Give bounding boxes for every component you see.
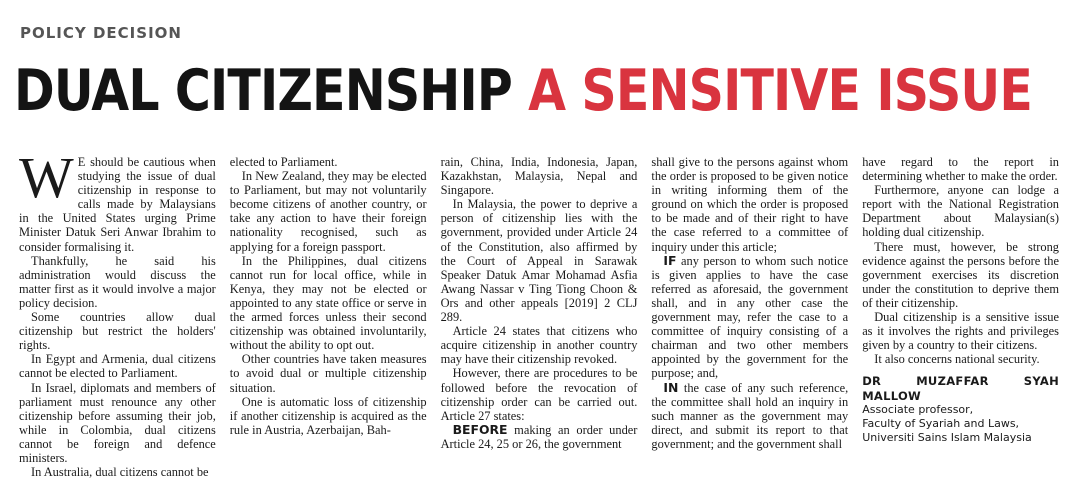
bold-lead: IF [663,252,677,268]
bold-lead: IN [663,379,679,395]
paragraph [441,423,638,451]
paragraph: However, there are procedures to be followed before the revocation of citizenship order can be carried out. Article 27 states: [440,366,638,423]
column-2 [230,155,427,455]
paragraph [651,254,848,381]
paragraph: elected to Parliament. [229,155,338,169]
author-university: Universiti Sains Islam Malaysia [862,430,1032,444]
paragraph: Some countries allow dual citizenship but restrict the holders' rights. [19,310,216,353]
paragraph: rain, China, India, Indonesia, Japan, Kazakhstan, Malaysia, Nepal and Singapore. [440,155,638,198]
paragraph: have regard to the report in determining whether to make the order. [862,155,1059,184]
article-body [19,145,1059,479]
paragraph: Dual citizenship is a sensitive issue as it involves the rights and privileges given by a country to their citizens. [862,310,1059,353]
paragraph: shall give to the persons against whom the order is proposed to be given notice in writing informing them of the ground on which the order is proposed to be made and of their right to have the case referred to a committee of inquiry under this article; [651,155,849,254]
paragraph: Article 24 states that citizens who acquire citizenship in another country may have their citizenship revoked. [440,324,638,367]
paragraph: In Malaysia, the power to deprive a person of citizenship lies with the government, provided under Article 24 of the Constitution, also affirmed by the Court of Appeal in Sarawak Speaker Datuk Amar Mohamad Asfia Awang Nassar v Ting Tiong Choon & Ors and other appeals [2019] 2 CLJ 289. [440,197,638,325]
drop-cap: W [19,145,74,210]
paragraph: In Israel, diplomats and members of parliament must renounce any other citizenship before assuming their job, while in Colombia, dual citizens cannot be foreign and defence ministers. [19,380,216,465]
section-kicker: POLICY DECISION [20,24,182,42]
author-name: DR MUZAFFAR SYAH MALLOW [862,374,1059,403]
bold-lead: BEFORE [452,421,508,437]
column-5 [862,155,1059,455]
paragraph: In New Zealand, they may be elected to Parliament, but may not voluntarily become citizens of another country, or take any action to have their foreign nationality recognised, such as applying for a foreign passport. [229,169,427,254]
column-1 [19,145,216,479]
author-faculty: Faculty of Syariah and Laws, [862,416,1020,430]
paragraph: Furthermore, anyone can lodge a report with the National Registration Department about Malaysian(s) holding dual citizenship. [862,183,1059,240]
headline-part-2: A SENSITIVE ISSUE [528,58,1032,124]
column-3 [441,155,638,455]
paragraph: Thankfully, he said his administration would discuss the matter first as it would involve a major policy decision. [19,253,216,310]
paragraph: In Australia, dual citizens cannot be [31,465,209,479]
paragraph: One is automatic loss of citizenship if another citizenship is acquired as the rule in Austria, Azerbaijan, Bah- [229,394,427,437]
paragraph: There must, however, be strong evidence against the persons before the government exercises its discretion under the constitution to deprive them of their citizenship. [862,239,1059,310]
paragraph-text: making an order under Article 24, 25 or 26, the government [440,422,638,451]
paragraph: It also concerns national security. [874,352,1040,367]
paragraph-text: any person to whom such notice is given applies to have the case referred as aforesaid, the government shall, and in any other case the government may, refer the case to a committee of inquiry consisting of a chairman and two other members appointed by the government for the purpose; and, [651,253,849,381]
lead-caps: E [77,155,86,169]
lead-paragraph [19,145,216,254]
paragraph: In the Philippines, dual citizens cannot run for local office, while in Kenya, they may not be elected or appointed to any state office or serve in the armed forces unless their second citizenship was obtained involuntarily, without the ability to opt out. [229,253,427,353]
lead-text: should be cautious when studying the issue of dual citizenship in response to calls made by Malaysians in the United States urging Prime Minister Datuk Seri Anwar Ibrahim to consider formalising it. [19,155,216,254]
paragraph [651,381,848,451]
headline-part-1: DUAL CITIZENSHIP [14,58,512,124]
paragraph: Other countries have taken measures to avoid dual or multiple citizenship situation. [229,352,427,395]
paragraph: In Egypt and Armenia, dual citizens cannot be elected to Parliament. [19,352,216,381]
paragraph-text: the case of any such reference, the committee shall hold an inquiry in such manner as the government may direct, and submit its report to that government; and the government shall [651,380,849,451]
author-title: Associate professor, [862,402,974,416]
column-4 [651,155,848,455]
headline [14,55,1032,127]
